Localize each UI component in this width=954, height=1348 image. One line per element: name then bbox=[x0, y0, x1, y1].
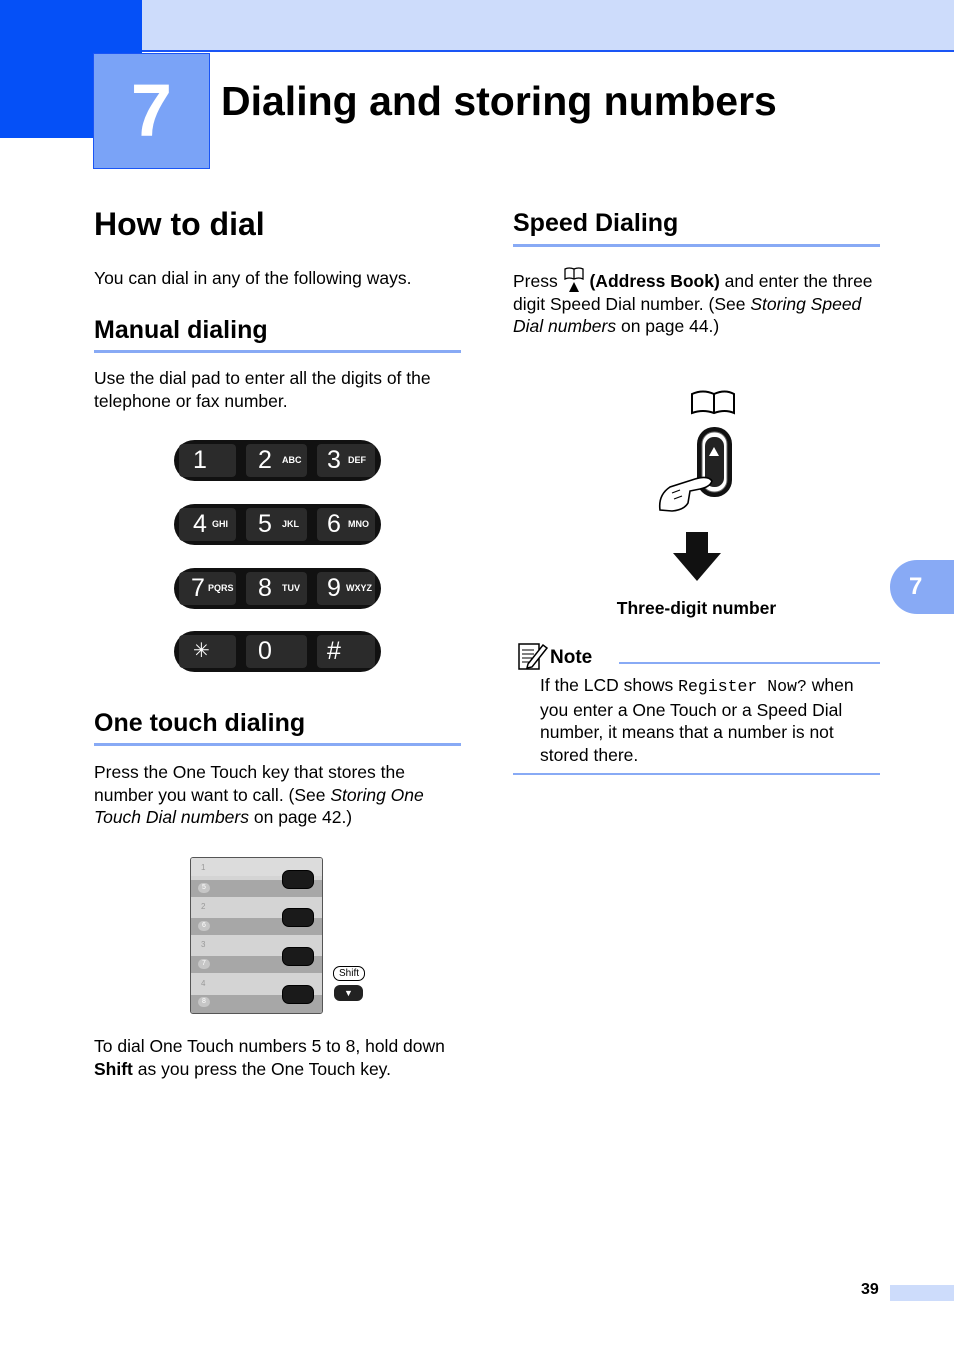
manual-dialing-text: Use the dial pad to enter all the digits of the telephone or fax number. bbox=[94, 368, 431, 411]
heading-rule bbox=[94, 743, 461, 746]
one-touch-key bbox=[282, 985, 314, 1004]
intro-text: You can dial in any of the following ways. bbox=[94, 268, 412, 288]
note-top-rule bbox=[619, 662, 880, 664]
header-band bbox=[0, 0, 954, 52]
finger-press-icon bbox=[660, 477, 712, 511]
dial-pad-row bbox=[174, 504, 381, 545]
note-text: If the LCD shows Register Now? when you enter a One Touch or a Speed Dial number, it means that a number is not stored there. bbox=[540, 675, 854, 765]
lcd-message: Register Now? bbox=[678, 677, 807, 696]
dial-pad-row bbox=[174, 568, 381, 609]
heading-one-touch-dialing: One touch dialing bbox=[94, 709, 306, 737]
dial-key: 8 TUV bbox=[246, 572, 307, 605]
dial-key: 5 JKL bbox=[246, 508, 307, 541]
dial-key: 7 PQRS bbox=[179, 572, 236, 605]
chapter-number: 7 bbox=[93, 53, 210, 169]
one-touch-key bbox=[282, 908, 314, 927]
shift-label: Shift bbox=[333, 966, 365, 981]
one-touch-text: Press the One Touch key that stores the number you want to call. (See Storing One Touch Dial numbers on page 42.) bbox=[94, 762, 424, 827]
dial-key: 9 WXYZ bbox=[317, 572, 375, 605]
dial-key: # bbox=[317, 635, 375, 668]
dial-pad-row bbox=[174, 440, 381, 481]
dial-key: 0 bbox=[246, 635, 307, 668]
chapter-title: Dialing and storing numbers bbox=[221, 78, 777, 124]
address-book-icon bbox=[563, 272, 585, 290]
one-touch-panel: 1 5 2 6 3 7 4 8 bbox=[190, 857, 323, 1014]
one-touch-key bbox=[282, 870, 314, 889]
arrow-down-icon bbox=[673, 532, 721, 581]
page-number: 39 bbox=[861, 1281, 879, 1298]
heading-speed-dialing: Speed Dialing bbox=[513, 209, 679, 237]
note-pencil-icon bbox=[516, 640, 548, 672]
note-bottom-rule bbox=[513, 773, 880, 775]
one-touch-key bbox=[282, 947, 314, 966]
dial-key: 6 MNO bbox=[317, 508, 375, 541]
dial-key: 4 GHI bbox=[179, 508, 236, 541]
dial-key: ✳ bbox=[179, 635, 236, 668]
dial-pad-row bbox=[174, 631, 381, 672]
shift-key bbox=[334, 985, 363, 1001]
chapter-side-tab: 7 bbox=[890, 560, 954, 614]
dial-key: 2 ABC bbox=[246, 444, 307, 477]
speed-dial-illustration bbox=[650, 385, 750, 585]
three-digit-caption: Three-digit number bbox=[616, 598, 777, 618]
footer-bar bbox=[890, 1285, 954, 1301]
cross-reference: Storing One Touch Dial numbers bbox=[94, 784, 424, 827]
triangle-down-icon: ▼ bbox=[344, 988, 353, 998]
heading-rule bbox=[94, 350, 461, 353]
heading-manual-dialing: Manual dialing bbox=[94, 316, 268, 344]
speed-dial-text: Press (Address Book) and enter the three digit Speed Dial number. (See Storing Speed Dial numbers on page 44.) bbox=[513, 270, 880, 338]
shift-instruction-text: To dial One Touch numbers 5 to 8, hold down Shift as you press the One Touch key. bbox=[94, 1036, 445, 1079]
dial-key: 1 bbox=[179, 444, 236, 477]
section-heading-how-to-dial: How to dial bbox=[94, 206, 265, 242]
cross-reference: Storing Speed Dial numbers bbox=[513, 293, 862, 336]
heading-rule bbox=[513, 244, 880, 247]
book-icon bbox=[692, 392, 734, 414]
note-title: Note bbox=[550, 647, 593, 668]
dial-key: 3 DEF bbox=[317, 444, 375, 477]
